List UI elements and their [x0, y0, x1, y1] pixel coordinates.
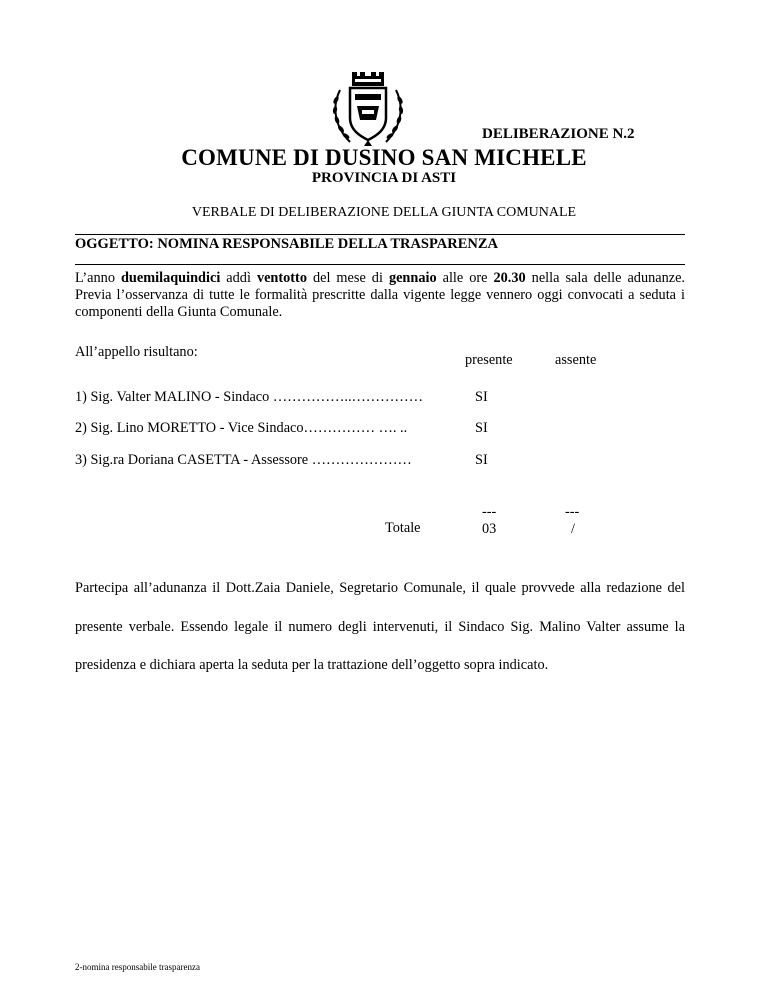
intro-time: 20.30 — [493, 270, 526, 286]
comune-title: COMUNE DI DUSINO SAN MICHELE — [181, 145, 587, 170]
member-presente-mark: SI — [475, 420, 488, 436]
verbale-title: VERBALE DI DELIBERAZIONE DELLA GIUNTA COMUNALE — [191, 205, 577, 220]
member-presente-mark: SI — [475, 389, 488, 405]
totale-assente-value: / — [571, 521, 575, 537]
intro-paragraph — [75, 270, 685, 321]
delibera-number: DELIBERAZIONE N.2 — [482, 126, 635, 142]
intro-month: gennaio — [388, 270, 437, 286]
member-presente-mark: SI — [475, 452, 488, 468]
intro-day: ventotto — [256, 270, 307, 286]
oggetto-heading: OGGETTO: NOMINA RESPONSABILE DELLA TRASPARENZA — [75, 236, 499, 252]
intro-text: addì — [220, 270, 257, 286]
member-row-assessore: 3) Sig.ra Doriana CASETTA - Assessore ………………… — [75, 452, 412, 468]
footer-filename: 2-nomina responsabile trasparenza — [75, 962, 200, 972]
totale-presente-value: 03 — [482, 521, 497, 537]
totale-dash-assente: --- — [565, 504, 580, 520]
appello-label: All’appello risultano: — [75, 344, 198, 360]
intro-text: nella sala delle adunanze. Previa l’osservanza di tutte le formalità prescritte dalla vigente legge vennero oggi convocati a seduta i componenti della Giunta Comunale. — [75, 270, 686, 320]
divider-bottom — [75, 264, 685, 265]
intro-text: alle ore — [436, 270, 494, 286]
member-row-sindaco: 1) Sig. Valter MALINO - Sindaco ……………..…………… — [75, 389, 423, 405]
municipal-crest-icon — [330, 68, 406, 148]
provincia-subtitle: PROVINCIA DI ASTI — [311, 170, 457, 186]
divider-top — [75, 234, 685, 235]
totale-label: Totale — [385, 520, 421, 536]
member-row-vice-sindaco: 2) Sig. Lino MORETTO - Vice Sindaco…………… …. .. — [75, 420, 408, 436]
closing-paragraph: Partecipa all’adunanza il Dott.Zaia Daniele, Segretario Comunale, il quale provvede alla redazione del presente verbale. Essendo legale il numero degli intervenuti, il Sindaco Sig. Malino Valter assume la presidenza e dichiara aperta la seduta per la trattazione dell’oggetto sopra indicato. — [75, 580, 685, 673]
intro-text: del mese di — [306, 270, 389, 286]
column-assente-header: assente — [555, 352, 597, 368]
intro-text: L’anno — [75, 270, 121, 286]
intro-year: duemilaquindici — [120, 270, 221, 286]
column-presente-header: presente — [465, 352, 513, 368]
totale-dash-presente: --- — [482, 504, 497, 520]
